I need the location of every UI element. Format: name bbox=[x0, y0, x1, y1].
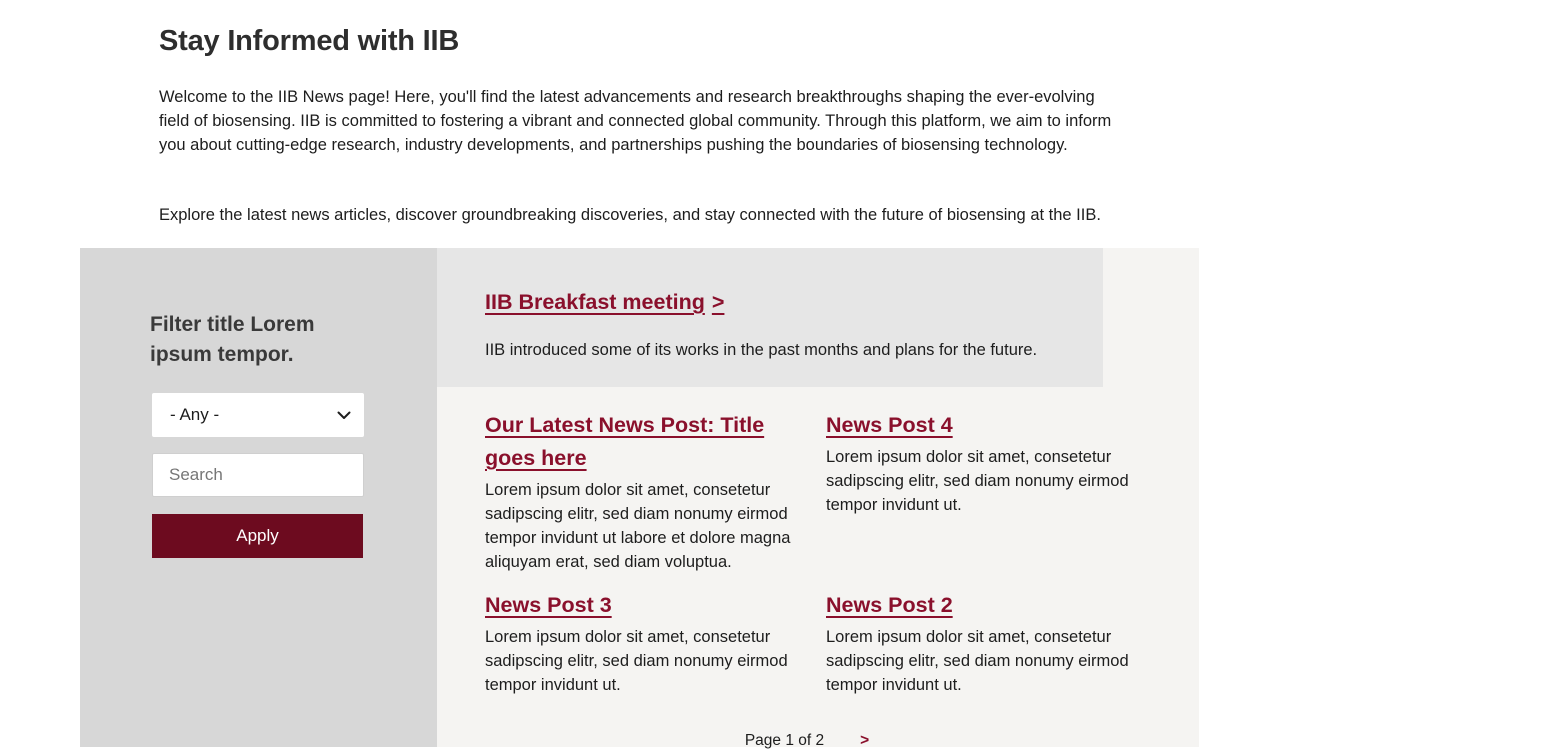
news-post-body: Lorem ipsum dolor sit amet, consetetur sadipscing elitr, sed diam nonumy eirmod tempor invidunt ut. bbox=[485, 628, 788, 694]
pagination bbox=[426, 732, 1188, 750]
apply-button[interactable]: Apply bbox=[152, 514, 363, 558]
news-post-title-link[interactable]: Our Latest News Post: Title goes here bbox=[485, 413, 765, 470]
news-post-title-link[interactable]: News Post 2 bbox=[826, 593, 953, 617]
featured-article-title: IIB Breakfast meeting bbox=[485, 290, 705, 314]
featured-article-banner bbox=[437, 248, 1103, 387]
page-title: Stay Informed with IIB bbox=[159, 25, 460, 57]
filter-title: Filter title Lorem ipsum tempor. bbox=[150, 313, 315, 366]
news-post-title-link[interactable]: News Post 4 bbox=[826, 413, 953, 437]
intro-paragraph-1: Welcome to the IIB News page! Here, you'll find the latest advancements and research breakthroughs shaping the ever-evolving field of biosensing. IIB is committed to fostering a vibrant and connected global community. Through this platform, we aim to inform you about cutting-edge research, industry developments, and partnerships pushing the boundaries of biosensing technology. bbox=[159, 88, 1112, 154]
news-post-body: Lorem ipsum dolor sit amet, consetetur sadipscing elitr, sed diam nonumy eirmod tempor invidunt ut labore et dolore magna aliquyam erat, sed diam voluptua. bbox=[485, 481, 791, 571]
pagination-status: Page 1 of 2 bbox=[744, 732, 825, 749]
news-post-title-link[interactable]: News Post 3 bbox=[485, 593, 612, 617]
intro-paragraph-2: Explore the latest news articles, discover groundbreaking discoveries, and stay connected with the future of biosensing at the IIB. bbox=[159, 206, 1101, 224]
news-post-card bbox=[826, 409, 1146, 517]
news-post-body: Lorem ipsum dolor sit amet, consetetur sadipscing elitr, sed diam nonumy eirmod tempor invidunt ut. bbox=[826, 448, 1129, 514]
pagination-next-button[interactable]: > bbox=[860, 732, 870, 749]
category-select-value: - Any - bbox=[170, 405, 220, 424]
news-post-card bbox=[485, 589, 811, 697]
news-post-card bbox=[826, 589, 1146, 697]
category-select[interactable] bbox=[152, 393, 364, 437]
chevron-down-icon bbox=[337, 411, 351, 420]
filter-sidebar bbox=[80, 248, 437, 747]
search-input[interactable] bbox=[152, 453, 364, 497]
news-section bbox=[80, 248, 1199, 747]
arrow-right-icon: > bbox=[711, 290, 725, 314]
news-post-card bbox=[485, 409, 811, 574]
featured-article-description: IIB introduced some of its works in the past months and plans for the future. bbox=[485, 341, 1038, 359]
news-post-body: Lorem ipsum dolor sit amet, consetetur sadipscing elitr, sed diam nonumy eirmod tempor invidunt ut. bbox=[826, 628, 1129, 694]
news-main bbox=[437, 248, 1199, 747]
featured-article-link[interactable] bbox=[485, 290, 724, 315]
